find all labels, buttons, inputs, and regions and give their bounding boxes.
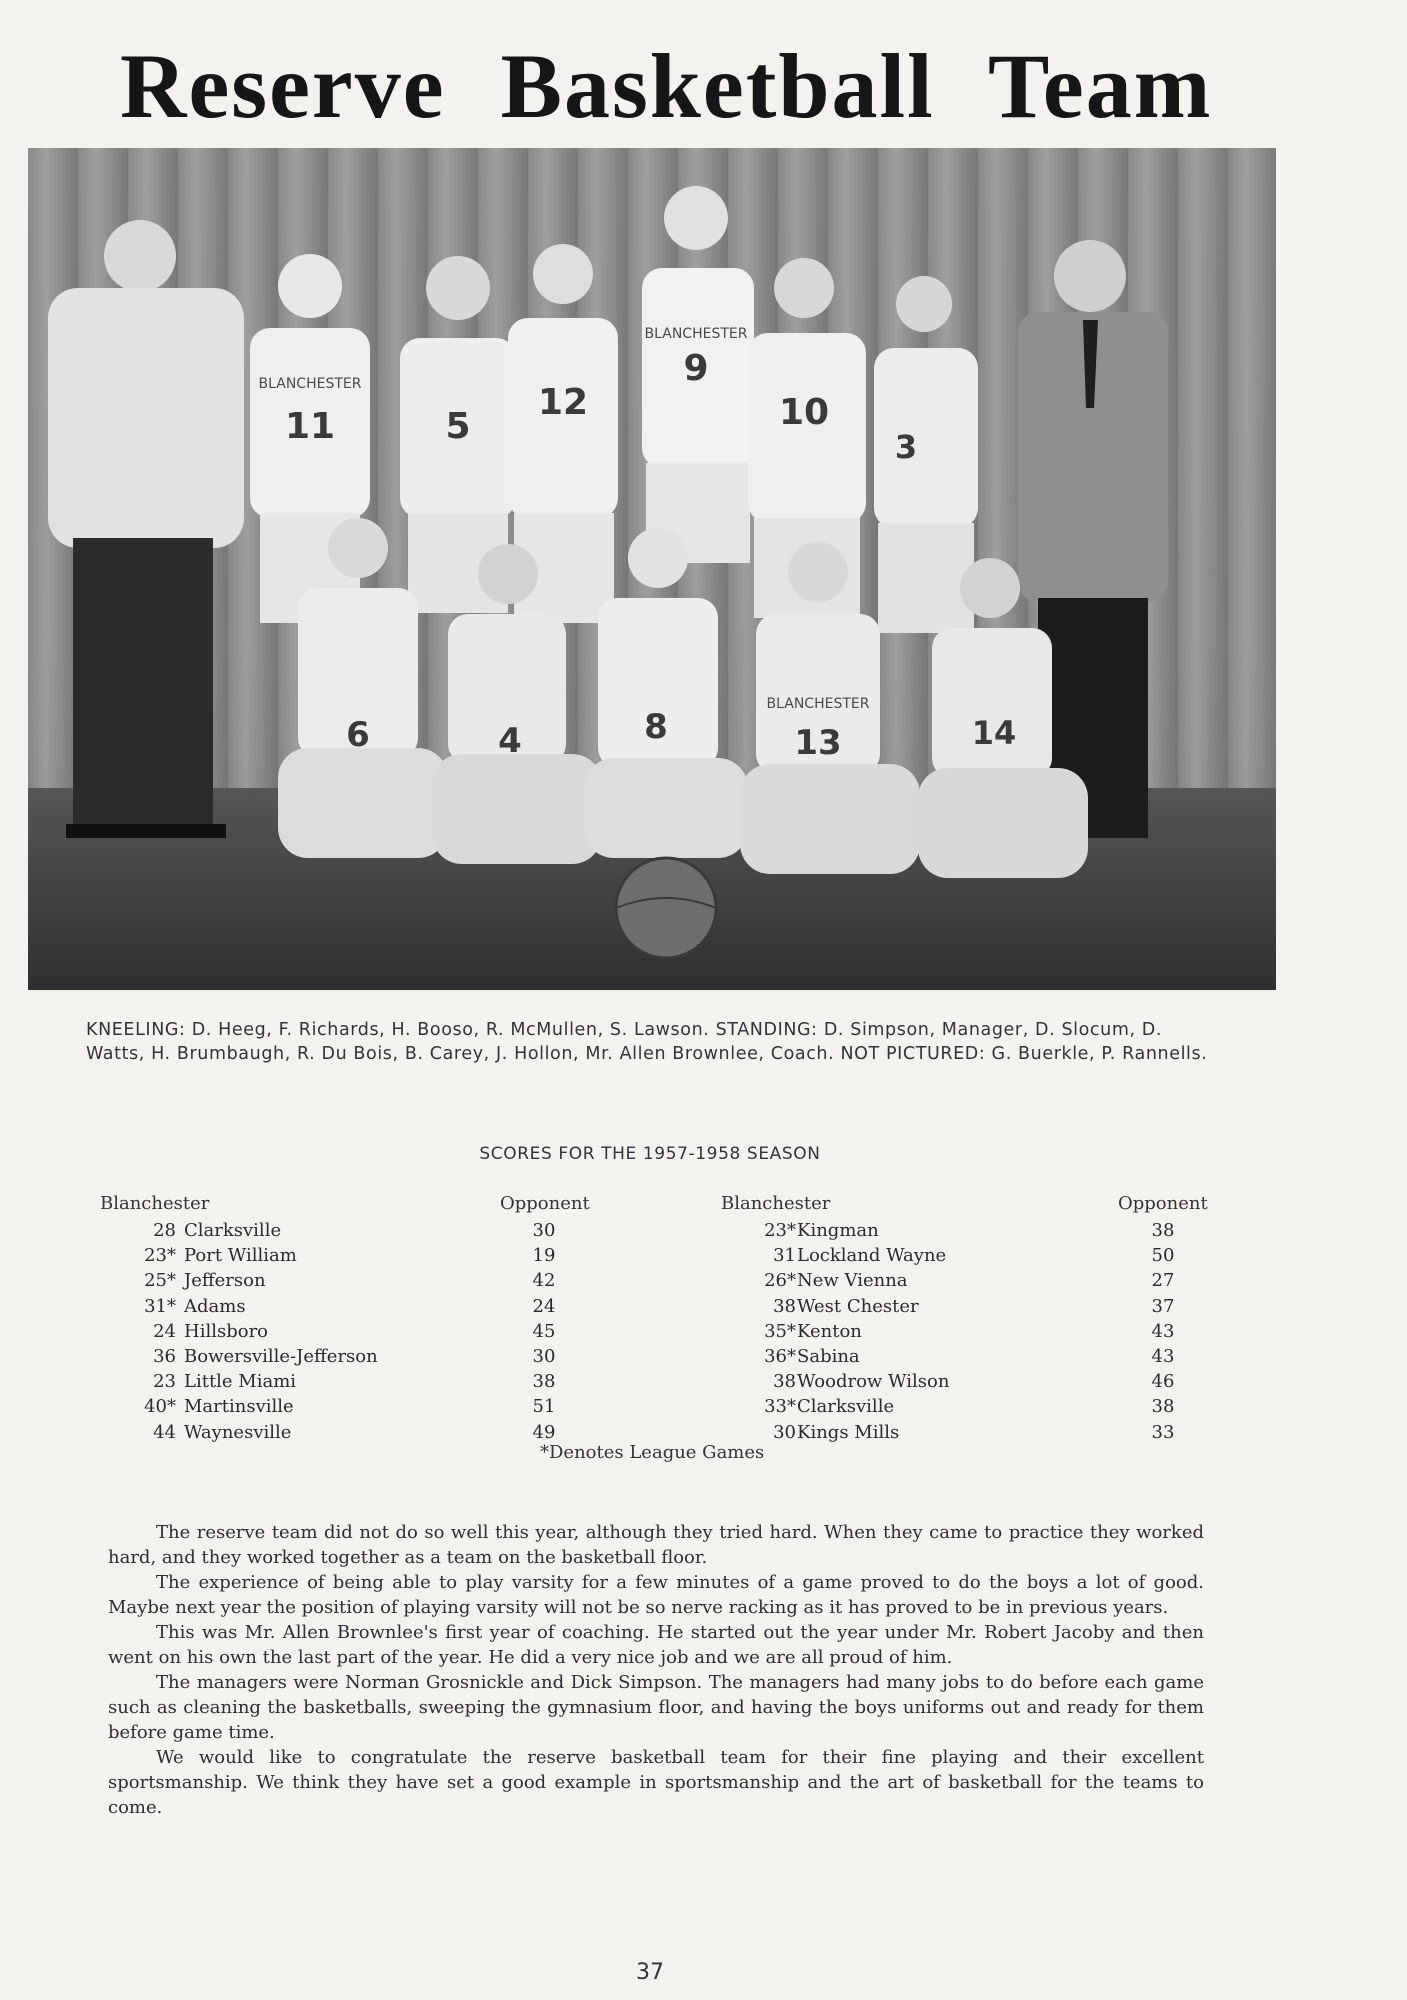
opponent-name: Port William xyxy=(184,1245,297,1267)
blanchester-score: 38 xyxy=(773,1295,796,1317)
home-column-label: Blanchester xyxy=(721,1193,831,1214)
opponent-column-label: Opponent xyxy=(1118,1193,1208,1214)
home-column-label: Blanchester xyxy=(100,1193,210,1214)
opponent-name: Lockland Wayne xyxy=(797,1245,947,1267)
opponent-score: 49 xyxy=(532,1421,556,1443)
opponent-score: 33 xyxy=(1151,1421,1175,1443)
opponent-score: 24 xyxy=(532,1295,556,1317)
jersey-number: 8 xyxy=(644,707,668,747)
game-row xyxy=(0,1218,1300,1243)
opponent-score: 38 xyxy=(532,1371,556,1393)
opponent-score: 38 xyxy=(1151,1396,1175,1418)
opponent-score: 51 xyxy=(532,1396,556,1418)
jersey-number: 12 xyxy=(537,382,589,423)
games-table-right xyxy=(0,1218,1300,1445)
blanchester-score: 28 xyxy=(153,1220,176,1241)
blanchester-score: 24 xyxy=(153,1320,176,1342)
paragraph: The experience of being able to play varsity for a few minutes of a game proved to do the boys a lot of good. Maybe next year the position of playing varsity will not be so nerve racking as it has proved to be in previous years. xyxy=(108,1572,1204,1618)
blanchester-score: 31* xyxy=(144,1295,176,1317)
basketball xyxy=(616,858,716,958)
blanchester-score: 33* xyxy=(764,1396,796,1418)
paragraph: The managers were Norman Grosnickle and Dick Simpson. The managers had many jobs to do before each game such as cleaning the basketballs, sweeping the gymnasium floor, and having the boys uniforms out and ready for them before game time. xyxy=(108,1672,1204,1743)
photo-caption: KNEELING: D. Heeg, F. Richards, H. Booso, R. McMullen, S. Lawson. STANDING: D. Simpson, Manager, D. Slocum, D. Watts, H. Brumbaugh, R. Du Bois, B. Carey, J. Hollon, Mr. Allen Brownlee, Coach. NOT PICTURED: G. Buerkle, P. Rannells. xyxy=(86,1020,1208,1064)
blanchester-score: 36 xyxy=(153,1345,176,1367)
opponent-name: Adams xyxy=(184,1295,246,1317)
jersey-number: 5 xyxy=(445,406,471,447)
paragraph: This was Mr. Allen Brownlee's first year of coaching. He started out the year under Mr. Robert Jacoby and then went on his own the last part of the year. He did a very nice job and we are all proud of him. xyxy=(108,1622,1204,1668)
jersey-number: 10 xyxy=(778,392,830,433)
opponent-name: Waynesville xyxy=(184,1421,292,1443)
league-footnote: *Denotes League Games xyxy=(540,1442,765,1463)
game-row xyxy=(0,1394,1300,1419)
jersey-lettering: BLANCHESTER xyxy=(766,696,870,712)
page-number: 37 xyxy=(636,1960,664,1985)
opponent-score: 45 xyxy=(532,1320,556,1342)
blanchester-score: 23 xyxy=(153,1371,176,1393)
game-row xyxy=(0,1243,1300,1268)
blanchester-score: 36* xyxy=(764,1345,796,1367)
opponent-score: 50 xyxy=(1151,1245,1175,1267)
opponent-name: Martinsville xyxy=(184,1396,294,1418)
blanchester-score: 23* xyxy=(144,1245,176,1267)
opponent-name: Clarksville xyxy=(184,1220,282,1241)
opponent-name: Kenton xyxy=(797,1320,862,1342)
blanchester-score: 26* xyxy=(764,1270,796,1292)
opponent-score: 38 xyxy=(1151,1220,1175,1241)
jersey-number: 3 xyxy=(894,428,918,466)
team-figures xyxy=(28,148,1276,990)
team-photo xyxy=(28,148,1276,990)
opponent-name: Little Miami xyxy=(184,1371,297,1393)
opponent-name: West Chester xyxy=(797,1295,919,1317)
blanchester-score: 31 xyxy=(773,1245,796,1267)
opponent-score: 30 xyxy=(532,1220,556,1241)
page-title: Reserve Basketball Team xyxy=(120,35,1213,137)
article-body xyxy=(108,1520,1204,1820)
blanchester-score: 38 xyxy=(773,1371,796,1393)
paragraph: The reserve team did not do so well this year, although they tried hard. When they came to practice they worked hard, and they worked together as a team on the basketball floor. xyxy=(108,1522,1204,1568)
jersey-number: 4 xyxy=(498,721,522,761)
game-row xyxy=(0,1344,1300,1369)
opponent-score: 37 xyxy=(1151,1295,1175,1317)
jersey-number: 9 xyxy=(683,348,709,389)
paragraph: We would like to congratulate the reserve basketball team for their fine playing and their excellent sportsmanship. We think they have set a good example in sportsmanship and the art of basketball for the teams to come. xyxy=(108,1747,1204,1818)
jersey-lettering: BLANCHESTER xyxy=(644,326,748,342)
jersey-number: 6 xyxy=(346,715,370,755)
jersey-lettering: BLANCHESTER xyxy=(258,376,362,392)
game-row xyxy=(0,1294,1300,1319)
blanchester-score: 25* xyxy=(144,1270,176,1292)
kneeling-players xyxy=(278,518,1088,878)
opponent-name: Hillsboro xyxy=(184,1320,269,1342)
opponent-score: 30 xyxy=(532,1345,556,1367)
opponent-score: 43 xyxy=(1151,1345,1175,1367)
blanchester-score: 40* xyxy=(144,1396,176,1418)
game-row xyxy=(0,1319,1300,1344)
opponent-name: Sabina xyxy=(797,1345,860,1367)
opponent-name: Kings Mills xyxy=(797,1421,900,1443)
game-row xyxy=(0,1369,1300,1394)
blanchester-score: 30 xyxy=(773,1421,796,1443)
opponent-name: Jefferson xyxy=(184,1270,266,1292)
blanchester-score: 44 xyxy=(153,1421,176,1443)
opponent-score: 27 xyxy=(1151,1270,1175,1292)
opponent-score: 42 xyxy=(532,1270,556,1292)
opponent-score: 46 xyxy=(1151,1371,1175,1393)
game-row xyxy=(0,1268,1300,1293)
scores-heading: SCORES FOR THE 1957-1958 SEASON xyxy=(479,1144,821,1164)
jersey-number: 13 xyxy=(794,723,842,763)
blanchester-score: 35* xyxy=(764,1320,796,1342)
opponent-score: 19 xyxy=(532,1245,556,1267)
opponent-name: Woodrow Wilson xyxy=(797,1371,950,1393)
manager-figure xyxy=(48,220,244,838)
jersey-number: 14 xyxy=(971,714,1017,752)
game-row xyxy=(0,1420,1300,1445)
blanchester-score: 23* xyxy=(764,1220,796,1241)
opponent-name: New Vienna xyxy=(797,1270,908,1292)
opponent-name: Bowersville-Jefferson xyxy=(184,1345,378,1367)
opponent-score: 43 xyxy=(1151,1320,1175,1342)
opponent-name: Kingman xyxy=(797,1220,879,1241)
opponent-column-label: Opponent xyxy=(500,1193,590,1214)
opponent-name: Clarksville xyxy=(797,1396,895,1418)
jersey-number: 11 xyxy=(284,406,336,447)
